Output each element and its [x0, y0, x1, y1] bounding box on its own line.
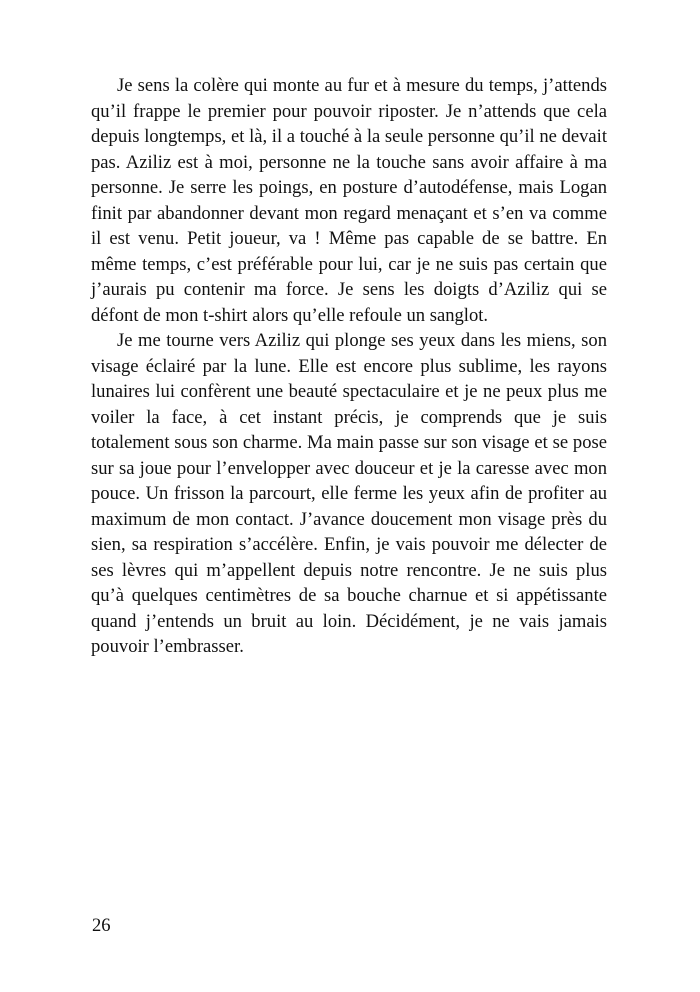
paragraph-1: Je sens la colère qui monte au fur et à mesure du temps, j’attends qu’il frappe le premier pour pouvoir riposter. Je n’attends que cela depuis longtemps, et là, il a touché à la seule personne qu’il ne devait pas. Aziliz est à moi, personne ne la touche sans avoir affaire à ma personne. Je serre les poings, en posture d’autodéfense, mais Logan finit par abandonner devant mon regard menaçant et s’en va comme il est venu. Petit joueur, va ! Même pas capable de se battre. En même temps, c’est préférable pour lui, car je ne suis pas certain que j’aurais pu contenir ma force. Je sens les doigts d’Aziliz qui se défont de mon t-shirt alors qu’elle refoule un sanglot. — [91, 75, 607, 326]
body-text — [91, 73, 607, 660]
page-number: 26 — [92, 915, 111, 936]
paragraph-2: Je me tourne vers Aziliz qui plonge ses yeux dans les miens, son visage éclairé par la lune. Elle est encore plus sublime, les rayons lunaires lui confèrent une beauté spectaculaire et je ne peux plus me voiler la face, à cet instant précis, je comprends que je suis totalement sous son charme. Ma main passe sur son visage et se pose sur sa joue pour l’envelopper avec douceur et je la caresse avec mon pouce. Un frisson la parcourt, elle ferme les yeux afin de profiter au maximum de mon contact. J’avance doucement mon visage près du sien, sa respiration s’accélère. Enfin, je vais pouvoir me délecter de ses lèvres qui m’appellent depuis notre rencontre. Je ne suis plus qu’à quelques centimètres de sa bouche charnue et si appétissante quand j’entends un bruit au loin. Décidément, je ne vais jamais pouvoir l’embrasser. — [91, 330, 607, 657]
